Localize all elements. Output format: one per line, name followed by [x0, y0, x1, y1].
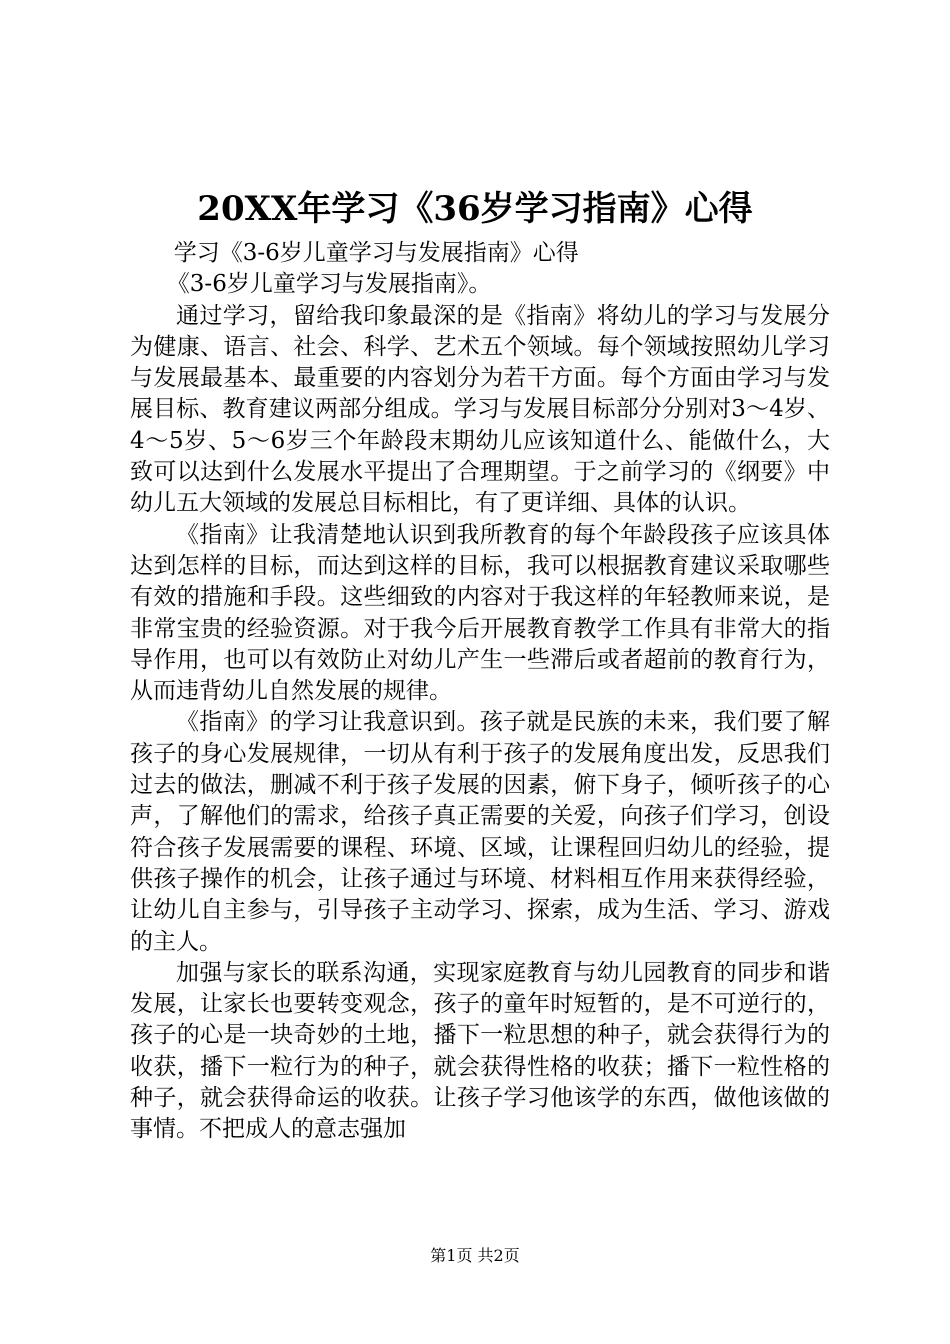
paragraph-guide-name: 《3-6岁儿童学习与发展指南》。 [166, 271, 492, 298]
document-title: 20XX年学习《36岁学习指南》心得 [197, 189, 753, 229]
paragraph-subtitle: 学习《3-6岁儿童学习与发展指南》心得 [173, 240, 579, 266]
page-footer: 第1页 共2页 [430, 1246, 520, 1265]
paragraph: 《指南》让我清楚地认识到我所教育的每个年龄段孩子应该具体达到怎样的目标，而达到这样的目标，我可以根据教育建议采取哪些有效的措施和手段。这些细致的内容对于我这样的年轻教师来说，是非常宝贵的经验资源。对于我今后开展教育教学工作具有非常大的指导作用，也可以有效防止对幼儿产生一些滞后或者超前的教育行为，从而违背幼儿自然发展的规律。 [130, 521, 830, 705]
paragraph: 《指南》的学习让我意识到。孩子就是民族的未来，我们要了解孩子的身心发展规律，一切从有利于孩子的发展角度出发，反思我们过去的做法，删减不利于孩子发展的因素，俯下身子，倾听孩子的心声，了解他们的需求，给孩子真正需要的关爱，向孩子们学习，创设符合孩子发展需要的课程、环境、区域，让课程回归幼儿的经验，提供孩子操作的机会，让孩子通过与环境、材料相互作用来获得经验，让幼儿自主参与，引导孩子主动学习、探索，成为生活、学习、游戏的主人。 [130, 709, 830, 955]
paragraph: 通过学习，留给我印象最深的是《指南》将幼儿的学习与发展分为健康、语言、社会、科学、艺术五个领域。每个领域按照幼儿学习与发展最基本、最重要的内容划分为若干方面。每个方面由学习与发展目标、教育建议两部分组成。学习与发展目标部分分别对3～4岁、4～5岁、5～6岁三个年龄段末期幼儿应该知道什么、能做什么，大致可以达到什么发展水平提出了合理期望。于之前学习的《纲要》中幼儿五大领域的发展总目标相比，有了更详细、具体的认识。 [130, 302, 830, 517]
paragraph: 加强与家长的联系沟通，实现家庭教育与幼儿园教育的同步和谐发展，让家长也要转变观念，孩子的童年时短暂的，是不可逆行的，孩子的心是一块奇妙的土地，播下一粒思想的种子，就会获得行为的收获，播下一粒行为的种子，就会获得性格的收获；播下一粒性格的种子，就会获得命运的收获。让孩子学习他该学的东西，做他该做的事情。不把成人的意志强加 [130, 959, 830, 1143]
document-body [130, 238, 830, 1146]
